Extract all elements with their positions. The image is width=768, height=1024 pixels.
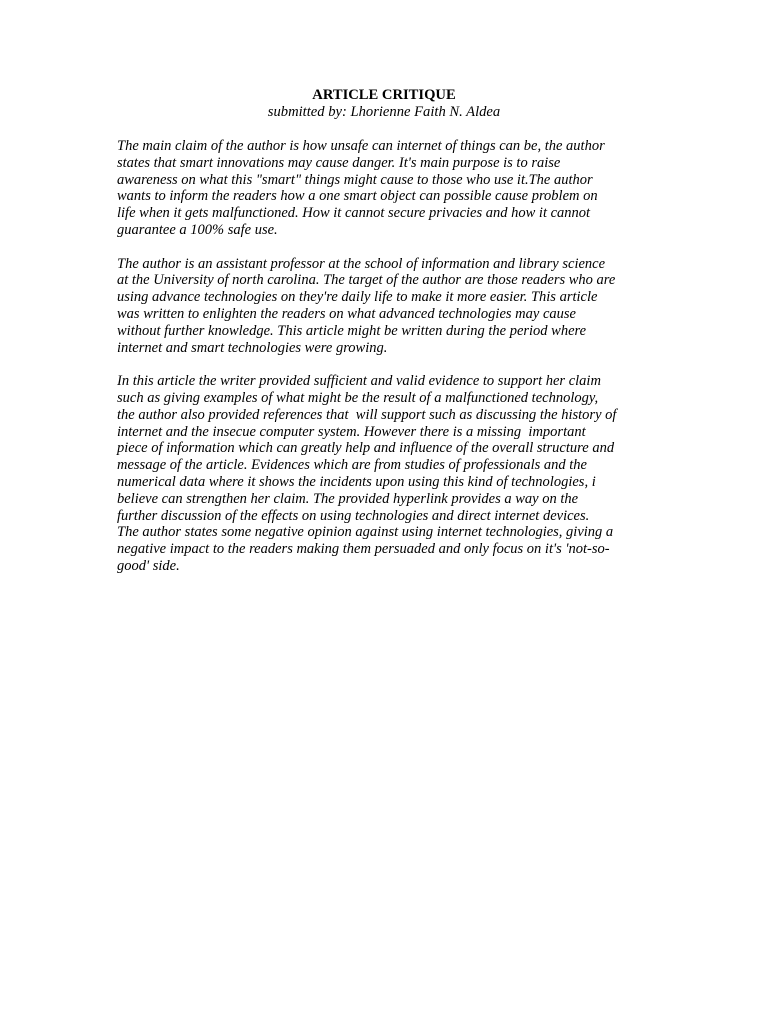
paragraph-line: internet and the insecue computer system. However there is a missing important [117, 423, 586, 440]
paragraph-line: life when it gets malfunctioned. How it cannot secure privacies and how it cannot [117, 205, 591, 222]
paragraph-line: states that smart innovations may cause danger. It's main purpose is to raise [117, 154, 561, 171]
document-subtitle: submitted by: Lhorienne Faith N. Aldea [267, 104, 501, 120]
paragraph-line: good' side. [117, 557, 180, 574]
paragraph-line: The author is an assistant professor at the school of information and library science [117, 255, 606, 272]
document-title: ARTICLE CRITIQUE [312, 87, 456, 103]
paragraph-line: awareness on what this "smart" things might cause to those who use it.The author [117, 171, 593, 188]
paragraph-line: was written to enlighten the readers on what advanced technologies may cause [117, 305, 576, 322]
paragraph-line: further discussion of the effects on using technologies and direct internet devices. [117, 507, 590, 524]
paragraph-line: numerical data where it shows the incidents upon using this kind of technologies, i [117, 473, 596, 490]
paragraph-line: The main claim of the author is how unsafe can internet of things can be, the author [117, 138, 605, 154]
paragraph-line: negative impact to the readers making them persuaded and only focus on it's 'not-so- [117, 541, 610, 558]
paragraph-spacer [117, 356, 662, 373]
paragraph-line: The author states some negative opinion against using internet technologies, giving a [117, 524, 614, 541]
paragraph-line: believe can strengthen her claim. The provided hyperlink provides a way on the [117, 490, 579, 507]
paragraph-3 [117, 373, 662, 575]
paragraph-line: without further knowledge. This article might be written during the period where [117, 322, 587, 339]
paragraph-line: In this article the writer provided sufficient and valid evidence to support her claim [117, 373, 601, 390]
paragraph-spacer [117, 239, 662, 256]
paragraph-line: using advance technologies on they're daily life to make it more easier. This article [117, 289, 598, 306]
paragraph-1 [117, 138, 662, 239]
paragraph-line: at the University of north carolina. The target of the author are those readers who are [117, 272, 616, 289]
paragraph-line: wants to inform the readers how a one smart object can possible cause problem on [117, 188, 598, 205]
paragraph-line: internet and smart technologies were growing. [117, 339, 388, 356]
document-body [117, 138, 662, 575]
paragraph-line: such as giving examples of what might be the result of a malfunctioned technology, [117, 389, 599, 406]
paragraph-line: guarantee a 100% safe use. [117, 221, 278, 238]
paragraph-line: the author also provided references that will support such as discussing the history of [117, 406, 617, 423]
paragraph-line: piece of information which can greatly help and influence of the overall structure and [117, 440, 615, 457]
paragraph-line: message of the article. Evidences which are from studies of professionals and the [117, 457, 587, 474]
paragraph-2 [117, 256, 662, 357]
